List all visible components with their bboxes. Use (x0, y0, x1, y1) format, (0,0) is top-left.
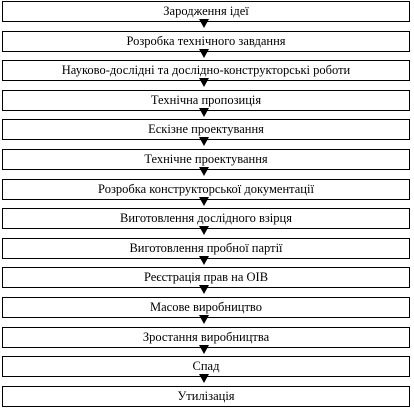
arrow-down-icon (199, 256, 209, 265)
arrow-down-icon (199, 78, 209, 87)
arrow-down-icon (199, 19, 209, 28)
stage-box: Технічна пропозиція (2, 90, 410, 111)
stage-box: Зародження ідеї (2, 1, 410, 22)
arrow-down-icon (199, 285, 209, 294)
stage-box: Реєстрація прав на ОІВ (2, 267, 410, 288)
stage-box: Розробка технічного завдання (2, 31, 410, 52)
stage-box: Розробка конструкторської документації (2, 179, 410, 200)
arrow-down-icon (199, 137, 209, 146)
stage-box: Технічне проектування (2, 149, 410, 170)
stage-box: Науково-дослідні та дослідно-конструкторські роботи (2, 60, 410, 81)
arrow-down-icon (199, 108, 209, 117)
stage-box: Спад (2, 356, 410, 377)
arrow-down-icon (199, 167, 209, 176)
stage-box: Ескізне проектування (2, 119, 410, 140)
stage-box: Масове виробництво (2, 297, 410, 318)
stage-box: Виготовлення пробної партії (2, 238, 410, 259)
arrow-down-icon (199, 49, 209, 58)
arrow-down-icon (199, 197, 209, 206)
arrow-down-icon (199, 315, 209, 324)
stage-box: Утилізація (2, 386, 410, 407)
stage-box: Зростання виробництва (2, 327, 410, 348)
arrow-down-icon (199, 226, 209, 235)
stage-box: Виготовлення дослідного взірця (2, 208, 410, 229)
arrow-down-icon (199, 345, 209, 354)
arrow-down-icon (199, 374, 209, 383)
